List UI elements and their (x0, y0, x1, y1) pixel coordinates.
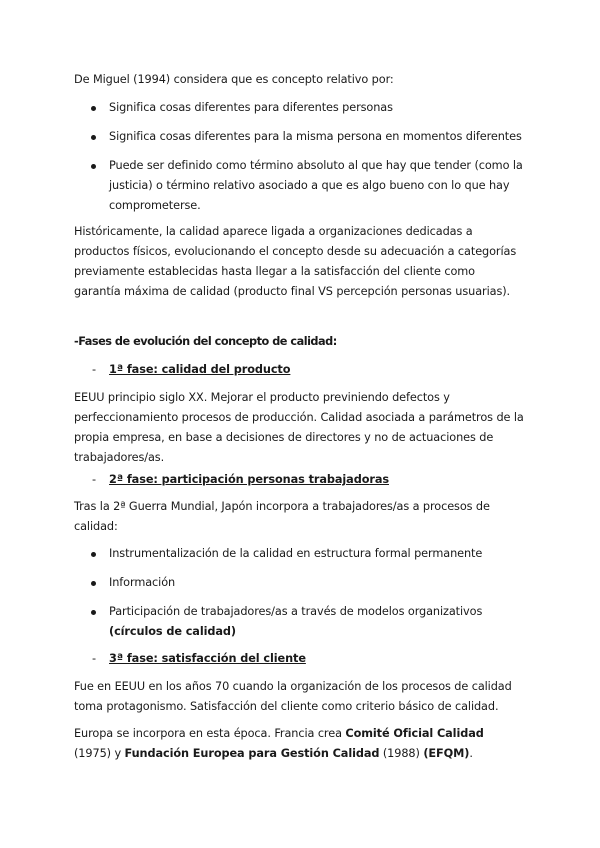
phase-1-text: EEUU principio siglo XX. Mejorar el producto previniendo defectos y perfeccionamiento procesos de producción. Calidad asociada a parámetros de la propia empresa, en base a decisiones de directores y no de actuaciones de trabajadores/as. (74, 391, 524, 464)
europe-paragraph (74, 724, 524, 764)
phase-2-heading (92, 470, 389, 490)
phase-2-bullet-list (74, 544, 524, 642)
list-item: Instrumentalización de la calidad en estructura formal permanente (74, 544, 524, 564)
europe-bold: (EFQM) (423, 747, 470, 760)
phase-dash: - (92, 473, 96, 486)
section-heading: -Fases de evolución del concepto de calidad: (74, 335, 337, 348)
list-item: Significa cosas diferentes para la misma persona en momentos diferentes (74, 127, 524, 147)
intro-text: De Miguel (1994) considera que es concepto relativo por: (74, 73, 394, 86)
list-item-bold: (círculos de calidad) (109, 625, 236, 638)
historic-paragraph: Históricamente, la calidad aparece ligada a organizaciones dedicadas a productos físicos, evolucionando el concepto desde su adecuación a categorías previamente establecidas hasta llegar a la satisfacción del cliente como garantía máxima de calidad (producto final VS percepción personas usuarias). (74, 225, 517, 298)
phase-3-heading (92, 649, 306, 669)
list-item: Significa cosas diferentes para diferentes personas (74, 98, 524, 118)
phase-2-text: Tras la 2ª Guerra Mundial, Japón incorpora a trabajadores/as a procesos de calidad: (74, 500, 490, 533)
phase-title: 2ª fase: participación personas trabajadoras (109, 473, 389, 486)
phase-title: 1ª fase: calidad del producto (109, 363, 291, 376)
europe-text: (1975) y (74, 747, 125, 760)
phase-dash: - (92, 363, 96, 376)
intro-bullet-list (74, 98, 524, 216)
phase-dash: - (92, 652, 96, 665)
europe-text: (1988) (379, 747, 424, 760)
phase-3-text: Fue en EEUU en los años 70 cuando la organización de los procesos de calidad toma protagonismo. Satisfacción del cliente como criterio básico de calidad. (74, 680, 512, 713)
europe-text: Europa se incorpora en esta época. Francia crea (74, 727, 346, 740)
europe-text: . (469, 747, 473, 760)
europe-bold: Comité Oficial Calidad (345, 727, 484, 740)
list-item-text: Participación de trabajadores/as a través de modelos organizativos (109, 605, 483, 618)
list-item (74, 602, 524, 642)
europe-bold: Fundación Europea para Gestión Calidad (124, 747, 380, 760)
list-item: Información (74, 573, 524, 593)
phase-1-heading (92, 360, 290, 380)
phase-title: 3ª fase: satisfacción del cliente (109, 652, 306, 665)
list-item: Puede ser definido como término absoluto al que hay que tender (como la justicia) o término relativo asociado a que es algo bueno con lo que hay comprometerse. (74, 156, 524, 216)
